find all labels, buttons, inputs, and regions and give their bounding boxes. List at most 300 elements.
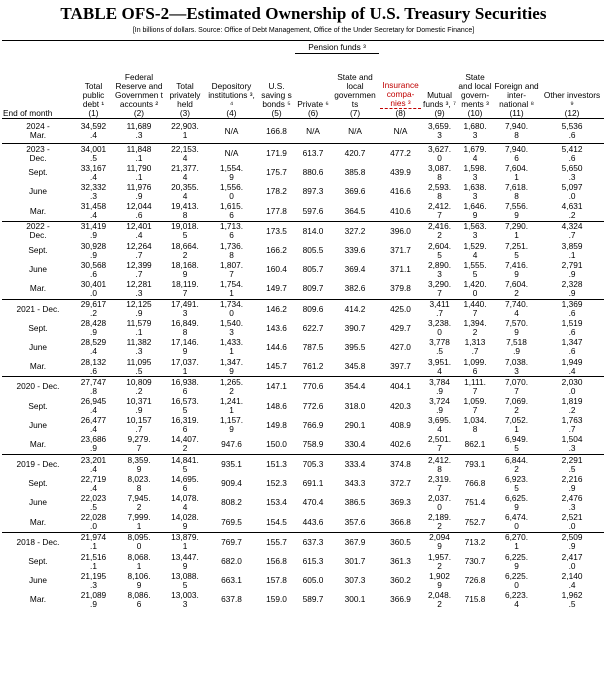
table-cell: 369.4 bbox=[344, 264, 366, 275]
table-cell: 166.2 bbox=[266, 245, 287, 256]
table-cell: 6,949. 5 bbox=[504, 434, 529, 454]
table-row bbox=[2, 202, 604, 222]
row-date: Sept. bbox=[28, 322, 48, 333]
table-cell: 1,529. 4 bbox=[463, 240, 487, 260]
table-cell: 2,509 .9 bbox=[540, 532, 604, 552]
table-cell: 28,529 .4 bbox=[80, 337, 107, 357]
column-header-number: (12) bbox=[564, 108, 580, 118]
table-cell: 14,028. 9 bbox=[171, 512, 199, 532]
table-cell: 1,736. 8 bbox=[219, 240, 244, 260]
table-cell: 6,225. 0 bbox=[504, 571, 529, 590]
table-cell: 427.0 bbox=[390, 341, 411, 352]
row-date: June bbox=[29, 575, 47, 586]
table-row bbox=[2, 571, 604, 590]
table-cell: 11,689 .3 bbox=[126, 121, 152, 140]
table-cell: 360.2 bbox=[390, 575, 411, 586]
table-cell: 8,359. 9 bbox=[113, 455, 165, 475]
column-header bbox=[2, 54, 74, 119]
table-cell: 30,568 .6 bbox=[80, 260, 107, 279]
table-cell: 14,078. 4 bbox=[171, 493, 199, 512]
table-cell: 12,044 .6 bbox=[126, 201, 152, 221]
table-cell: 13,447. 9 bbox=[171, 551, 199, 571]
table-cell: 13,088. 5 bbox=[171, 571, 199, 590]
table-cell: 11,848 .1 bbox=[113, 144, 165, 164]
table-row bbox=[2, 396, 604, 415]
table-cell: 3,778 .5 bbox=[429, 337, 450, 357]
table-cell: 143.6 bbox=[266, 322, 287, 333]
table-cell: 144.6 bbox=[266, 341, 287, 352]
row-date: Mar. bbox=[29, 283, 47, 294]
table-cell: 374.8 bbox=[379, 455, 422, 475]
table-cell: 5,536 .6 bbox=[561, 121, 583, 140]
table-cell: 396.0 bbox=[379, 221, 422, 241]
table-cell: 414.2 bbox=[331, 299, 379, 319]
table-cell: 154.5 bbox=[266, 516, 287, 527]
table-cell: 369.6 bbox=[344, 186, 366, 197]
column-header-label: Mutual funds ³, ⁷ bbox=[423, 90, 457, 109]
table-cell: 2,216 .9 bbox=[561, 474, 583, 493]
row-date: 2020 - Dec. bbox=[2, 377, 74, 397]
table-cell: 751.4 bbox=[464, 497, 486, 508]
table-cell: 5,097 .0 bbox=[561, 182, 583, 201]
table-cell: 3,724 .9 bbox=[429, 396, 450, 416]
table-cell: 909.4 bbox=[221, 478, 242, 489]
table-cell: 357.6 bbox=[344, 516, 366, 527]
column-header-label: U.S. saving s bonds ⁵ bbox=[261, 81, 292, 109]
table-cell: 410.6 bbox=[390, 205, 411, 216]
table-cell: 22,719 .4 bbox=[80, 474, 107, 493]
row-date: Sept. bbox=[28, 478, 48, 489]
table-cell: 1,433. 1 bbox=[219, 337, 244, 357]
table-cell: 3,627. 0 bbox=[422, 144, 457, 164]
table-cell: 366.8 bbox=[390, 516, 411, 527]
table-cell: 1,313 .7 bbox=[464, 337, 486, 357]
table-cell: 367.9 bbox=[331, 532, 379, 552]
table-cell: 470.4 bbox=[302, 497, 324, 508]
table-cell: 1,646. 9 bbox=[463, 201, 487, 221]
table-cell: 157.8 bbox=[266, 575, 287, 586]
table-cell: 145.7 bbox=[266, 361, 287, 372]
row-date: June bbox=[29, 264, 47, 275]
table-cell: 382.6 bbox=[344, 283, 366, 294]
table-cell: 364.5 bbox=[344, 205, 366, 216]
table-cell: 8,086. 6 bbox=[127, 590, 151, 609]
column-header-number: (8) bbox=[395, 108, 406, 118]
table-cell: N/A bbox=[224, 125, 239, 136]
table-cell: 7,069. 2 bbox=[504, 396, 529, 416]
table-cell: 420.7 bbox=[331, 144, 379, 164]
table-row bbox=[2, 299, 604, 319]
table-cell: 769.7 bbox=[205, 532, 258, 552]
table-cell: 1,347 .6 bbox=[561, 337, 583, 357]
table-cell: 1,111. 7 bbox=[457, 377, 493, 397]
table-row bbox=[2, 532, 604, 552]
column-header-number: (5) bbox=[271, 108, 282, 118]
table-cell: 34,001 .5 bbox=[74, 144, 113, 164]
row-date: 2022 - Dec. bbox=[2, 221, 74, 241]
table-cell: 769.5 bbox=[221, 516, 242, 527]
column-header bbox=[331, 54, 379, 119]
table-cell: 3,951. 4 bbox=[427, 357, 452, 376]
table-cell: 2,501. 7 bbox=[427, 434, 452, 454]
table-cell: 2,030 .0 bbox=[540, 377, 604, 397]
table-cell: 160.4 bbox=[266, 264, 287, 275]
table-cell: 691.1 bbox=[302, 478, 324, 489]
table-cell: 402.6 bbox=[390, 438, 411, 449]
table-cell: 22,028 .0 bbox=[80, 512, 107, 532]
table-cell: 682.0 bbox=[221, 556, 242, 567]
table-cell: 17,037. 1 bbox=[171, 357, 199, 376]
table-cell: 6,474. 0 bbox=[504, 512, 529, 532]
table-cell: 589.7 bbox=[302, 594, 324, 605]
table-cell: 3,859 .1 bbox=[561, 240, 583, 260]
table-cell: 1,034. 8 bbox=[463, 415, 487, 435]
table-cell: 379.8 bbox=[390, 283, 411, 294]
table-cell: 1,519 .6 bbox=[561, 318, 583, 338]
table-cell: 2,291 .5 bbox=[540, 455, 604, 475]
table-cell: 2,476 .3 bbox=[561, 493, 583, 512]
table-row bbox=[2, 455, 604, 475]
table-cell: 663.1 bbox=[221, 575, 242, 586]
table-cell: 397.7 bbox=[390, 361, 411, 372]
column-header-label: Depository institutions ³, ⁴ bbox=[208, 81, 255, 109]
table-cell: 3,411 .7 bbox=[422, 299, 457, 319]
table-cell: 30,928 .9 bbox=[80, 240, 107, 260]
table-cell: 26,945 .4 bbox=[80, 396, 107, 416]
table-cell: 3,238. 0 bbox=[427, 318, 452, 338]
table-cell: 8,106. 9 bbox=[127, 571, 151, 590]
table-cell: 371.7 bbox=[390, 245, 411, 256]
table-cell: 360.5 bbox=[379, 532, 422, 552]
table-cell: 13,003. 3 bbox=[171, 590, 199, 609]
table-cell: 2,037. 0 bbox=[427, 493, 452, 512]
column-header bbox=[422, 54, 457, 119]
table-row bbox=[2, 416, 604, 435]
table-cell: 290.1 bbox=[344, 419, 366, 430]
table-cell: 713.2 bbox=[457, 532, 493, 552]
table-row bbox=[2, 144, 604, 164]
pension-funds-header: Pension funds ³ bbox=[295, 41, 379, 54]
table-cell: 429.7 bbox=[390, 322, 411, 333]
table-cell: 22,023 .5 bbox=[80, 493, 107, 512]
table-cell: 3,659. 3 bbox=[427, 121, 452, 140]
table-cell: 1,563. 3 bbox=[457, 221, 493, 241]
row-date: Mar. bbox=[29, 361, 47, 372]
table-cell: 7,740. 4 bbox=[493, 299, 540, 319]
table-cell: 6,225. 9 bbox=[504, 551, 529, 571]
table-cell: 613.7 bbox=[295, 144, 331, 164]
table-cell: 30,401 .0 bbox=[80, 279, 107, 298]
table-cell: 637.3 bbox=[295, 532, 331, 552]
table-cell: 159.0 bbox=[266, 594, 287, 605]
ownership-table bbox=[2, 40, 604, 610]
table-row bbox=[2, 590, 604, 609]
row-date: Sept. bbox=[28, 167, 48, 178]
table-cell: 148.6 bbox=[266, 400, 287, 411]
table-cell: 752.7 bbox=[464, 516, 486, 527]
column-header bbox=[74, 54, 113, 119]
table-cell: 18,168. 9 bbox=[171, 260, 199, 279]
table-cell: 307.3 bbox=[344, 575, 366, 586]
table-cell: 805.7 bbox=[302, 264, 324, 275]
table-cell: 761.2 bbox=[302, 361, 324, 372]
table-row bbox=[2, 474, 604, 493]
table-cell: 404.1 bbox=[379, 377, 422, 397]
table-cell: 153.4 bbox=[266, 497, 287, 508]
table-cell: 32,332 .3 bbox=[80, 182, 107, 201]
table-cell: 343.3 bbox=[344, 478, 366, 489]
column-header bbox=[540, 54, 604, 119]
table-cell: 2,328 .9 bbox=[561, 279, 583, 298]
table-cell: 793.1 bbox=[457, 455, 493, 475]
table-row bbox=[2, 119, 604, 144]
table-cell: 3,290. 7 bbox=[427, 279, 452, 298]
table-cell: 1,265. 2 bbox=[205, 377, 258, 397]
table-cell: 808.2 bbox=[221, 497, 242, 508]
table-row bbox=[2, 493, 604, 512]
table-cell: 369.3 bbox=[390, 497, 411, 508]
table-cell: 1,957. 2 bbox=[427, 551, 452, 571]
table-cell: 1,734. 0 bbox=[205, 299, 258, 319]
table-cell: 12,281 .3 bbox=[126, 279, 152, 298]
row-date: June bbox=[29, 186, 47, 197]
table-cell: 16,849. 8 bbox=[171, 318, 199, 338]
table-row bbox=[2, 182, 604, 201]
table-cell: 935.1 bbox=[205, 455, 258, 475]
table-row bbox=[2, 357, 604, 377]
table-cell: 814.0 bbox=[295, 221, 331, 241]
table-cell: 425.0 bbox=[379, 299, 422, 319]
table-cell: 12,125 .9 bbox=[113, 299, 165, 319]
table-cell: 1,754. 1 bbox=[219, 279, 244, 298]
column-header-label: Other investors ⁹ bbox=[543, 90, 601, 109]
table-row bbox=[2, 260, 604, 279]
table-cell: 8,023. 8 bbox=[127, 474, 151, 493]
table-cell: 1,763 .7 bbox=[561, 415, 583, 435]
table-cell: 7,416. 9 bbox=[504, 260, 529, 279]
table-cell: 7,518 .9 bbox=[506, 337, 527, 357]
column-header-label: Total public debt ¹ bbox=[82, 81, 105, 109]
table-cell: 7,556. 9 bbox=[504, 201, 529, 221]
table-row bbox=[2, 513, 604, 533]
table-cell: 7,604. 1 bbox=[504, 163, 529, 182]
row-date: 2023 - Dec. bbox=[2, 144, 74, 164]
table-cell: 6,223. 4 bbox=[504, 590, 529, 609]
table-cell: 1,099. 6 bbox=[463, 357, 487, 376]
column-header-label: Insurance compa- nies ³ bbox=[380, 81, 421, 109]
table-cell: 147.1 bbox=[258, 377, 295, 397]
table-cell: 7,290. 1 bbox=[493, 221, 540, 241]
table-cell: 416.6 bbox=[390, 186, 411, 197]
table-cell: 730.7 bbox=[464, 556, 486, 567]
table-cell: 947.6 bbox=[221, 438, 242, 449]
table-cell: 23,686 .9 bbox=[80, 434, 107, 454]
table-cell: 28,132 .6 bbox=[80, 357, 107, 376]
table-cell: 386.5 bbox=[344, 497, 366, 508]
table-cell: N/A bbox=[205, 144, 258, 164]
table-cell: 766.8 bbox=[464, 478, 486, 489]
table-cell: 862.1 bbox=[464, 438, 486, 449]
column-header-number: (6) bbox=[307, 108, 319, 118]
table-cell: 4,631 .2 bbox=[561, 201, 583, 221]
table-cell: 1,347. 9 bbox=[219, 357, 244, 376]
table-cell: 1,638. 3 bbox=[463, 182, 487, 201]
row-date: Sept. bbox=[28, 245, 48, 256]
table-cell: 339.6 bbox=[344, 245, 366, 256]
table-cell: 2,593. 8 bbox=[427, 182, 452, 201]
column-header bbox=[165, 54, 205, 119]
column-header-number: (2) bbox=[133, 108, 145, 118]
table-cell: 19,413. 8 bbox=[171, 201, 199, 221]
table-cell: 17,146. 9 bbox=[171, 337, 199, 357]
column-header-label: State and local governmen ts bbox=[334, 72, 376, 109]
table-cell: 14,841. 5 bbox=[165, 455, 205, 475]
table-cell: 605.0 bbox=[302, 575, 324, 586]
table-cell: 787.5 bbox=[302, 341, 324, 352]
table-cell: 1,555. 5 bbox=[463, 260, 487, 279]
column-header bbox=[205, 54, 258, 119]
table-cell: 21,974 .1 bbox=[74, 532, 113, 552]
column-header-number: (4) bbox=[226, 108, 237, 118]
row-date: June bbox=[29, 341, 47, 352]
table-cell: 408.9 bbox=[390, 419, 411, 430]
row-date: 2021 - Dec. bbox=[2, 299, 74, 319]
table-cell: 11,976 .9 bbox=[126, 182, 152, 201]
table-cell: 770.6 bbox=[295, 377, 331, 397]
table-cell: 7,940. 6 bbox=[493, 144, 540, 164]
table-row bbox=[2, 241, 604, 260]
row-date: Sept. bbox=[28, 556, 48, 567]
table-cell: 6,923. 5 bbox=[504, 474, 529, 493]
table-cell: 6,270. 1 bbox=[493, 532, 540, 552]
table-cell: 705.3 bbox=[295, 455, 331, 475]
table-cell: 28,428 .9 bbox=[80, 318, 107, 338]
table-cell: 11,382 .3 bbox=[126, 337, 152, 357]
table-cell: 7,570. 9 bbox=[504, 318, 529, 338]
table-cell: 178.2 bbox=[266, 186, 287, 197]
table-cell: 366.9 bbox=[390, 594, 411, 605]
column-header-label: Total privately held bbox=[169, 81, 201, 109]
table-cell: 149.8 bbox=[266, 419, 287, 430]
table-cell: 7,070. 7 bbox=[493, 377, 540, 397]
row-date: Mar. bbox=[29, 438, 47, 449]
table-cell: 12,401 .4 bbox=[113, 221, 165, 241]
row-date: June bbox=[29, 419, 47, 430]
table-cell: 2,189. 2 bbox=[427, 512, 452, 532]
table-cell: 395.5 bbox=[344, 341, 366, 352]
table-cell: 8,068. 1 bbox=[127, 551, 151, 571]
table-cell: 146.2 bbox=[258, 299, 295, 319]
table-cell: 21,516 .1 bbox=[80, 551, 107, 571]
table-cell: 26,477 .4 bbox=[80, 415, 107, 435]
table-cell: 1,679. 4 bbox=[457, 144, 493, 164]
table-cell: 1,241. 1 bbox=[219, 396, 244, 416]
column-header-number: (7) bbox=[349, 108, 361, 118]
table-cell: 8,095. 0 bbox=[113, 532, 165, 552]
table-cell: 16,573. 5 bbox=[171, 396, 199, 416]
column-header-label: End of month bbox=[3, 108, 53, 118]
table-cell: 2,319. 7 bbox=[427, 474, 452, 493]
table-cell: 6,844. 2 bbox=[493, 455, 540, 475]
table-cell: 439.9 bbox=[390, 167, 411, 178]
table-cell: 152.3 bbox=[266, 478, 287, 489]
table-row bbox=[2, 319, 604, 338]
table-cell: 809.7 bbox=[302, 283, 324, 294]
table-cell: 477.2 bbox=[379, 144, 422, 164]
table-cell: 715.8 bbox=[464, 594, 486, 605]
table-cell: 2,094 9 bbox=[422, 532, 457, 552]
table-cell: 1,615. 6 bbox=[219, 201, 244, 221]
table-cell: 443.6 bbox=[302, 516, 324, 527]
table-cell: 149.7 bbox=[266, 283, 287, 294]
row-date: 2018 - Dec. bbox=[2, 532, 74, 552]
table-cell: 2,521 .0 bbox=[561, 512, 583, 532]
table-cell: 11,579 .1 bbox=[126, 318, 152, 338]
table-cell: 10,809 .2 bbox=[113, 377, 165, 397]
table-row bbox=[2, 552, 604, 571]
table-cell: 21,089 .9 bbox=[80, 590, 107, 609]
table-cell: 772.6 bbox=[302, 400, 324, 411]
table-row bbox=[2, 377, 604, 397]
table-cell: 622.7 bbox=[302, 322, 324, 333]
table-cell: 1,807. 7 bbox=[219, 260, 244, 279]
table-cell: 11,790 .1 bbox=[126, 163, 152, 182]
table-cell: 318.0 bbox=[344, 400, 366, 411]
row-date: Mar. bbox=[29, 205, 47, 216]
column-header bbox=[258, 54, 295, 119]
column-header bbox=[379, 54, 422, 119]
table-cell: 1,540. 3 bbox=[219, 318, 244, 338]
table-cell: 2,412. 8 bbox=[422, 455, 457, 475]
table-cell: 7,251. 5 bbox=[504, 240, 529, 260]
table-title: TABLE OFS-2—Estimated Ownership of U.S. Treasury Securities bbox=[60, 4, 547, 23]
table-cell: 12,399 .7 bbox=[126, 260, 152, 279]
column-header-number: (1) bbox=[88, 108, 99, 118]
table-row bbox=[2, 279, 604, 299]
table-cell: 1,554. 9 bbox=[219, 163, 244, 182]
table-cell: 6,625. 9 bbox=[504, 493, 529, 512]
table-cell: 372.7 bbox=[390, 478, 411, 489]
table-cell: 16,938. 6 bbox=[165, 377, 205, 397]
table-cell: 1,440. 7 bbox=[457, 299, 493, 319]
table-cell: 726.8 bbox=[464, 575, 486, 586]
table-cell: 1,369 .6 bbox=[540, 299, 604, 319]
table-cell: 7,038. 3 bbox=[504, 357, 529, 376]
table-subtitle: [In billions of dollars. Source: Office of Debt Management, Office of the Under Secretary for Domestic Finance] bbox=[132, 27, 475, 34]
table-cell: 7,999. 1 bbox=[127, 512, 151, 532]
table-row bbox=[2, 221, 604, 241]
row-date: Mar. bbox=[29, 516, 47, 527]
table-cell: 420.3 bbox=[390, 400, 411, 411]
table-cell: 1,713. 6 bbox=[205, 221, 258, 241]
table-cell: 758.9 bbox=[302, 438, 324, 449]
table-cell: N/A bbox=[306, 125, 320, 136]
table-cell: 2,140 .4 bbox=[561, 571, 583, 590]
table-cell: 809.6 bbox=[295, 299, 331, 319]
table-cell: 1,819 .2 bbox=[561, 396, 583, 416]
table-cell: 9,279. 7 bbox=[127, 434, 151, 454]
table-cell: 354.4 bbox=[331, 377, 379, 397]
table-cell: 1,949 .4 bbox=[561, 357, 583, 376]
table-cell: 1,556. 0 bbox=[219, 182, 244, 201]
table-cell: 345.8 bbox=[344, 361, 366, 372]
table-cell: N/A bbox=[348, 125, 362, 136]
table-cell: 1,504 .3 bbox=[561, 434, 583, 454]
table-cell: 4,324 .7 bbox=[540, 221, 604, 241]
table-cell: 16,319. 6 bbox=[171, 415, 199, 435]
table-cell: 22,903. 1 bbox=[171, 121, 199, 140]
row-date: 2019 - Dec. bbox=[2, 455, 74, 475]
